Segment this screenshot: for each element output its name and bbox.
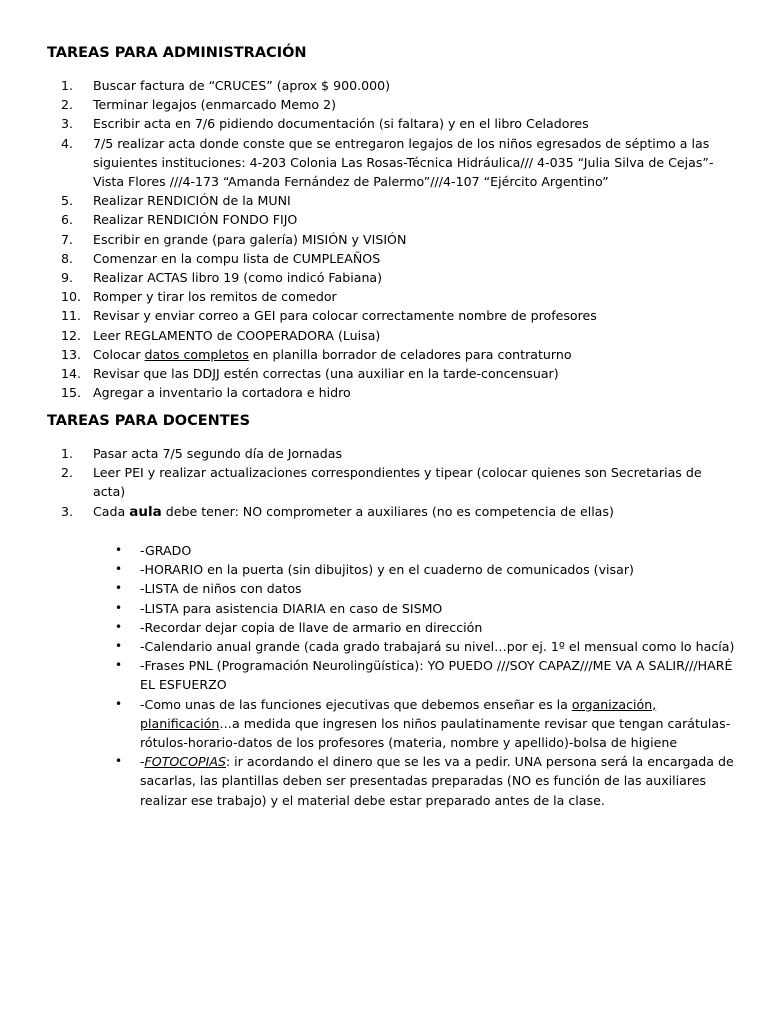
- item-text: Pasar acta 7/5 segundo día de Jornadas: [93, 446, 343, 461]
- task-item: [47, 210, 737, 229]
- item-number: 11.: [61, 308, 82, 324]
- item-text: -HORARIO en la puerta (sin dibujitos) y en el cuaderno de comunicados (visar): [140, 562, 634, 578]
- item-number: 3.: [61, 503, 74, 519]
- item-text: -: [140, 754, 145, 770]
- item-number: 10.: [61, 289, 82, 305]
- task-item: [47, 249, 737, 268]
- item-number: 2.: [61, 465, 74, 481]
- task-item: [47, 114, 737, 133]
- admin-section-title: TAREAS PARA ADMINISTRACIÓN: [47, 45, 307, 61]
- item-number: 12.: [61, 327, 82, 343]
- item-text: Leer PEI y realizar actualizaciones correspondientes y tipear (colocar quienes son Secretarias de acta): [93, 465, 702, 500]
- bullet-item: [47, 579, 737, 598]
- task-item: [47, 76, 737, 95]
- item-text: debe tener: NO comprometer a auxiliares (no es competencia de ellas): [161, 503, 614, 519]
- item-text: Realizar RENDICIÓN FONDO FIJO: [93, 212, 298, 228]
- item-text: Colocar: [93, 346, 145, 362]
- task-item: [47, 230, 737, 249]
- item-number: 1.: [61, 78, 74, 93]
- task-item: [47, 287, 737, 306]
- item-text: -LISTA de niños con datos: [140, 581, 302, 597]
- item-number: 15.: [61, 385, 82, 401]
- docentes-section-title: TAREAS PARA DOCENTES: [47, 413, 251, 429]
- item-number: 9.: [61, 270, 74, 286]
- item-text: Escribir en grande (para galería) MISIÓN y VISIÓN: [93, 231, 407, 247]
- bullet-marker: •: [115, 658, 123, 673]
- item-number: 13.: [61, 346, 82, 362]
- item-text: -LISTA para asistencia DIARIA en caso de SISMO: [140, 600, 443, 616]
- item-text: 7/5 realizar acta donde conste que se entregaron legajos de los niños egresados de séptimo a las siguientes instituciones: 4-203 Colonia Las Rosas-Técnica Hidráulica/// 4-035 “Julia Silva de Cejas”- Vista Flores ///4-173 “Amanda Fernández de Palermo”///4-107 “Ejército Argentino”: [93, 135, 714, 190]
- task-item: [47, 383, 737, 402]
- bullet-item: [47, 695, 737, 753]
- item-text: Cada: [93, 503, 130, 519]
- bullet-marker: •: [115, 639, 123, 654]
- item-number: 4.: [61, 135, 74, 151]
- item-text: Romper y tirar los remitos de comedor: [93, 289, 337, 305]
- item-text: Buscar factura de “CRUCES” (aprox $ 900.000): [93, 78, 391, 93]
- bullet-marker: •: [115, 754, 123, 769]
- item-number: 3.: [61, 116, 74, 132]
- item-text: Comenzar en la compu lista de CUMPLEAÑOS: [93, 250, 381, 266]
- item-number: 5.: [61, 193, 74, 209]
- item-text: …a medida que ingresen los niños paulatinamente revisar que tengan carátulas-rótulos-horario-datos de los profesores (materia, nombre y apellido)-bolsa de higiene: [140, 715, 731, 751]
- task-item: [47, 191, 737, 210]
- task-item: [47, 345, 737, 364]
- bullet-item: [47, 752, 737, 810]
- item-number: 7.: [61, 231, 74, 247]
- item-text: -GRADO: [140, 543, 192, 558]
- item-text: -Recordar dejar copia de llave de armario en dirección: [140, 619, 483, 635]
- bullet-item: [47, 560, 737, 579]
- item-number: 1.: [61, 446, 74, 461]
- bold-text: aula: [129, 503, 162, 520]
- item-text: Revisar que las DDJJ estén correctas (una auxiliar en la tarde-concensuar): [93, 366, 559, 382]
- admin-task-list: [47, 76, 737, 402]
- task-item: [47, 463, 737, 501]
- bullet-marker: •: [115, 581, 123, 596]
- underlined-text: FOTOCOPIAS: [144, 754, 226, 770]
- task-item: [47, 268, 737, 287]
- bullet-item: [47, 637, 737, 656]
- bullet-marker: •: [115, 600, 123, 615]
- bullet-marker: •: [115, 619, 123, 634]
- underlined-text: datos completos: [144, 346, 249, 362]
- task-item: [47, 306, 737, 325]
- bullet-item: [47, 599, 737, 618]
- bullet-marker: •: [115, 562, 123, 577]
- task-item: [47, 444, 737, 463]
- bullet-marker: •: [115, 696, 123, 711]
- item-text: -Calendario anual grande (cada grado trabajará su nivel…por ej. 1º el mensual como lo hacía): [140, 639, 735, 655]
- bullet-item: [47, 618, 737, 637]
- item-text: Leer REGLAMENTO de COOPERADORA (Luisa): [93, 327, 381, 343]
- task-item: [47, 134, 737, 192]
- task-item: [47, 95, 737, 114]
- item-text: Realizar ACTAS libro 19 (como indicó Fabiana): [93, 270, 383, 286]
- item-text: en planilla borrador de celadores para contraturno: [248, 346, 572, 362]
- bullet-item: [47, 541, 737, 560]
- item-number: 2.: [61, 97, 74, 113]
- item-number: 8.: [61, 250, 74, 266]
- task-item: [47, 502, 737, 522]
- item-text: Terminar legajos (enmarcado Memo 2): [93, 97, 337, 113]
- task-item: [47, 326, 737, 345]
- item-text: Revisar y enviar correo a GEI para colocar correctamente nombre de profesores: [93, 308, 597, 324]
- bullet-marker: •: [115, 543, 123, 557]
- bullet-item: [47, 656, 737, 694]
- item-number: 14.: [61, 366, 82, 382]
- underlined-text: organización, planificación: [140, 696, 657, 731]
- item-text: : ir acordando el dinero que se les va a pedir. UNA persona será la encargada de sacarlas, las plantillas deben ser presentadas preparadas (NO es función de las auxiliares realizar ese trabajo) y el material debe estar preparado antes de la clase.: [140, 754, 734, 808]
- item-text: -Frases PNL (Programación Neurolingüística): YO PUEDO ///SOY CAPAZ///ME VA A SALIR///HARÉ EL ESFUERZO: [140, 658, 733, 693]
- item-text: Realizar RENDICIÓN de la MUNI: [93, 193, 291, 209]
- aula-requirements-list: [47, 541, 737, 810]
- item-text: Escribir acta en 7/6 pidiendo documentación (si faltara) y en el libro Celadores: [93, 116, 589, 132]
- docentes-task-list: [47, 444, 737, 522]
- item-text: Agregar a inventario la cortadora e hidro: [93, 385, 351, 401]
- item-number: 6.: [61, 212, 74, 228]
- task-item: [47, 364, 737, 383]
- item-text: -Como unas de las funciones ejecutivas que debemos enseñar es la: [140, 696, 572, 712]
